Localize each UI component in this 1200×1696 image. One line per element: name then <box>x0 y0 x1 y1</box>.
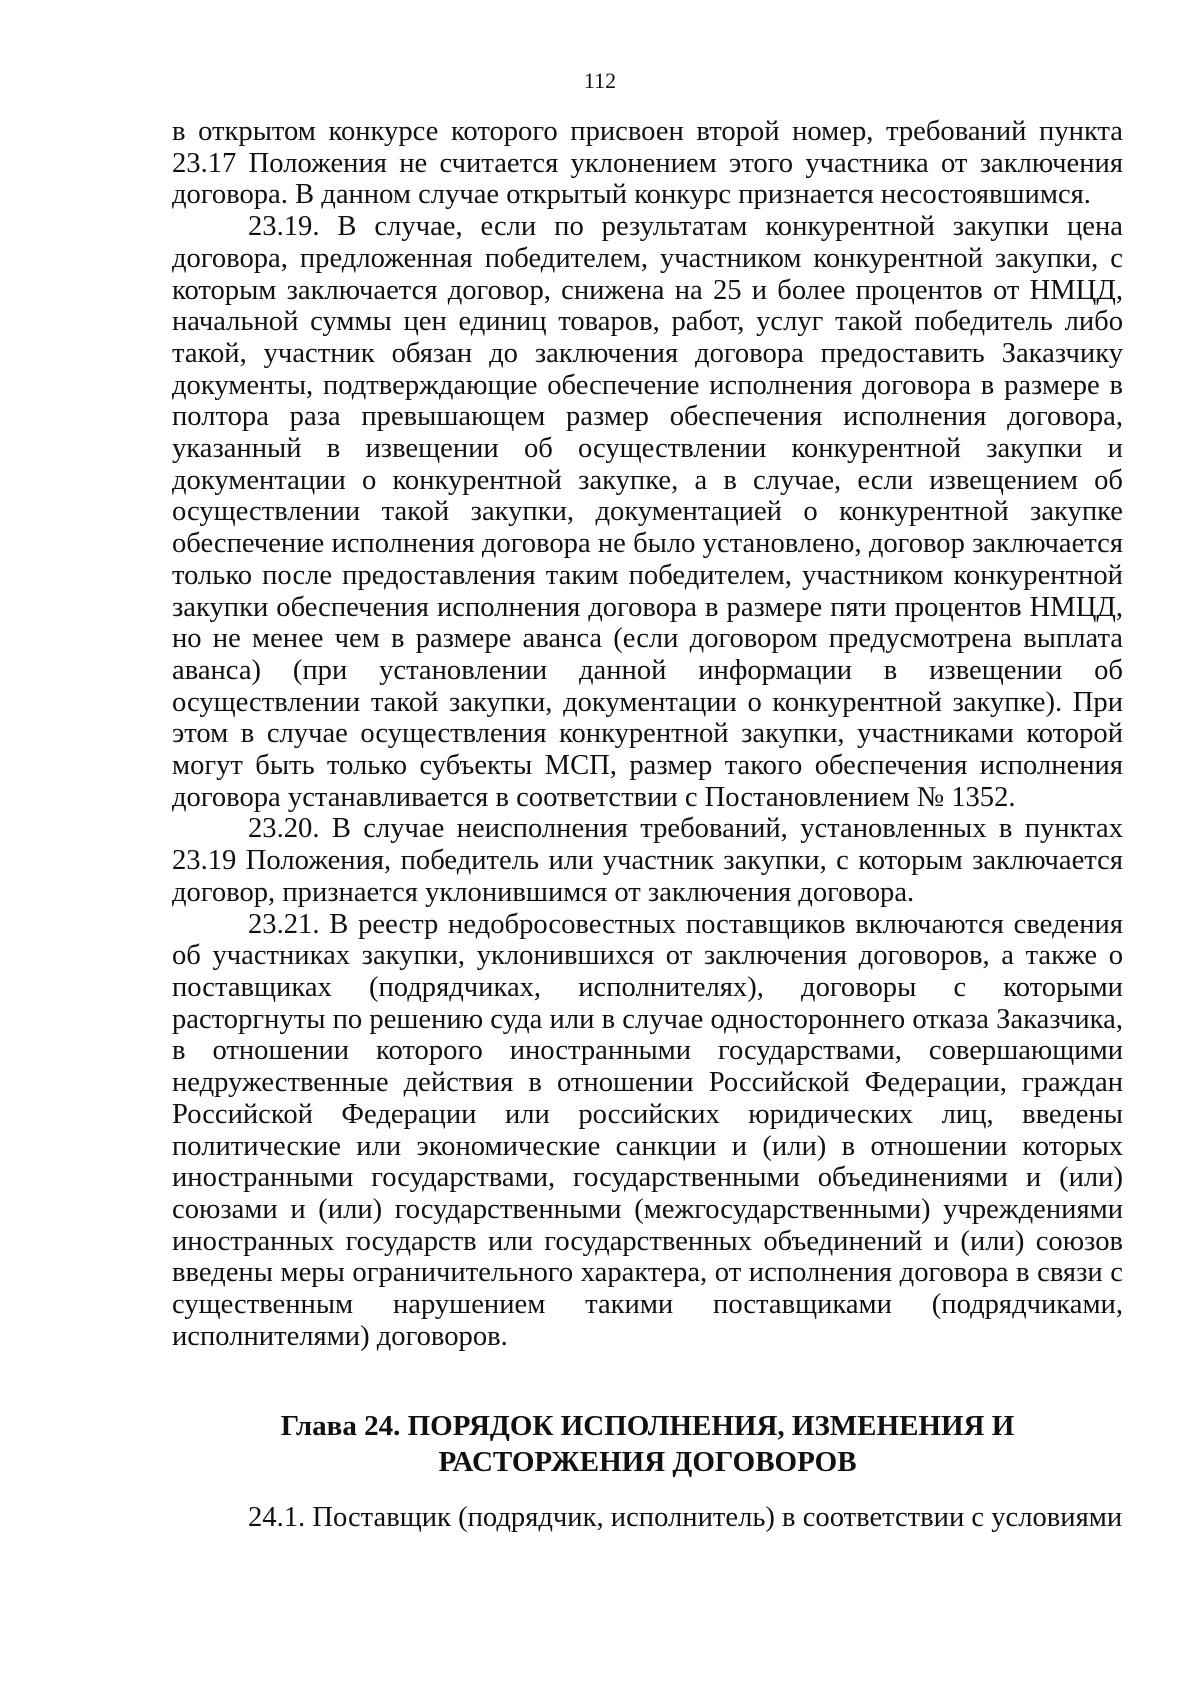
chapter-heading-line-2: РАСТОРЖЕНИЯ ДОГОВОРОВ <box>438 1446 857 1478</box>
chapter-heading <box>172 1408 1123 1480</box>
body-text <box>172 116 1123 1352</box>
paragraph-continuation: в открытом конкурсе которого присвоен второй номер, требований пункта 23.17 Положения не считается уклонением этого участника от заключения договора. В данном случае открытый конкурс признается несостоявшимся. <box>172 116 1123 211</box>
chapter-heading-line-1: Глава 24. ПОРЯДОК ИСПОЛНЕНИЯ, ИЗМЕНЕНИЯ И <box>280 1410 1015 1442</box>
paragraph-23-21: 23.21. В реестр недобросовестных поставщиков включаются сведения об участниках закупки, уклонившихся от заключения договоров, а также о поставщиках (подрядчиках, исполнителях), договоры с которыми расторгнуты по решению суда или в случае одностороннего отказа Заказчика, в отношении которого иностранными государствами, совершающими недружественные действия в отношении Российской Федерации, граждан Российской Федерации или российских юридических лиц, введены политические или экономические санкции и (или) в отношении которых иностранными государствами, государственными объединениями и (или) союзами и (или) государственными (межгосударственными) учреждениями иностранных государств или государственных объединений и (или) союзов введены меры ограничительного характера, от исполнения договора в связи с существенным нарушением такими поставщиками (подрядчиками, исполнителями) договоров. <box>172 908 1123 1352</box>
paragraph-23-20: 23.20. В случае неисполнения требований, установленных в пунктах 23.19 Положения, победитель или участник закупки, с которым заключается договор, признается уклонившимся от заключения договора. <box>172 813 1123 908</box>
paragraph-24-1: 24.1. Поставщик (подрядчик, исполнитель) в соответствии с условиями <box>248 1502 1123 1533</box>
paragraph-23-19: 23.19. В случае, если по результатам конкурентной закупки цена договора, предложенная победителем, участником конкурентной закупки, с которым заключается договор, снижена на 25 и более процентов от НМЦД, начальной суммы цен единиц товаров, работ, услуг такой победитель либо такой, участник обязан до заключения договора предоставить Заказчику документы, подтверждающие обеспечение исполнения договора в размере в полтора раза превышающем размер обеспечения исполнения договора, указанный в извещении об осуществлении конкурентной закупки и документации о конкурентной закупке, а в случае, если извещением об осуществлении такой закупки, документацией о конкурентной закупке обеспечение исполнения договора не было установлено, договор заключается только после предоставления таким победителем, участником конкурентной закупки обеспечения исполнения договора в размере пяти процентов НМЦД, но не менее чем в размере аванса (если договором предусмотрена выплата аванса) (при установлении данной информации в извещении об осуществлении такой закупки, документации о конкурентной закупке). При этом в случае осуществления конкурентной закупки, участниками которой могут быть только субъекты МСП, размер такого обеспечения исполнения договора устанавливается в соответствии с Постановлением № 1352. <box>172 211 1123 813</box>
page-number: 112 <box>583 68 617 93</box>
